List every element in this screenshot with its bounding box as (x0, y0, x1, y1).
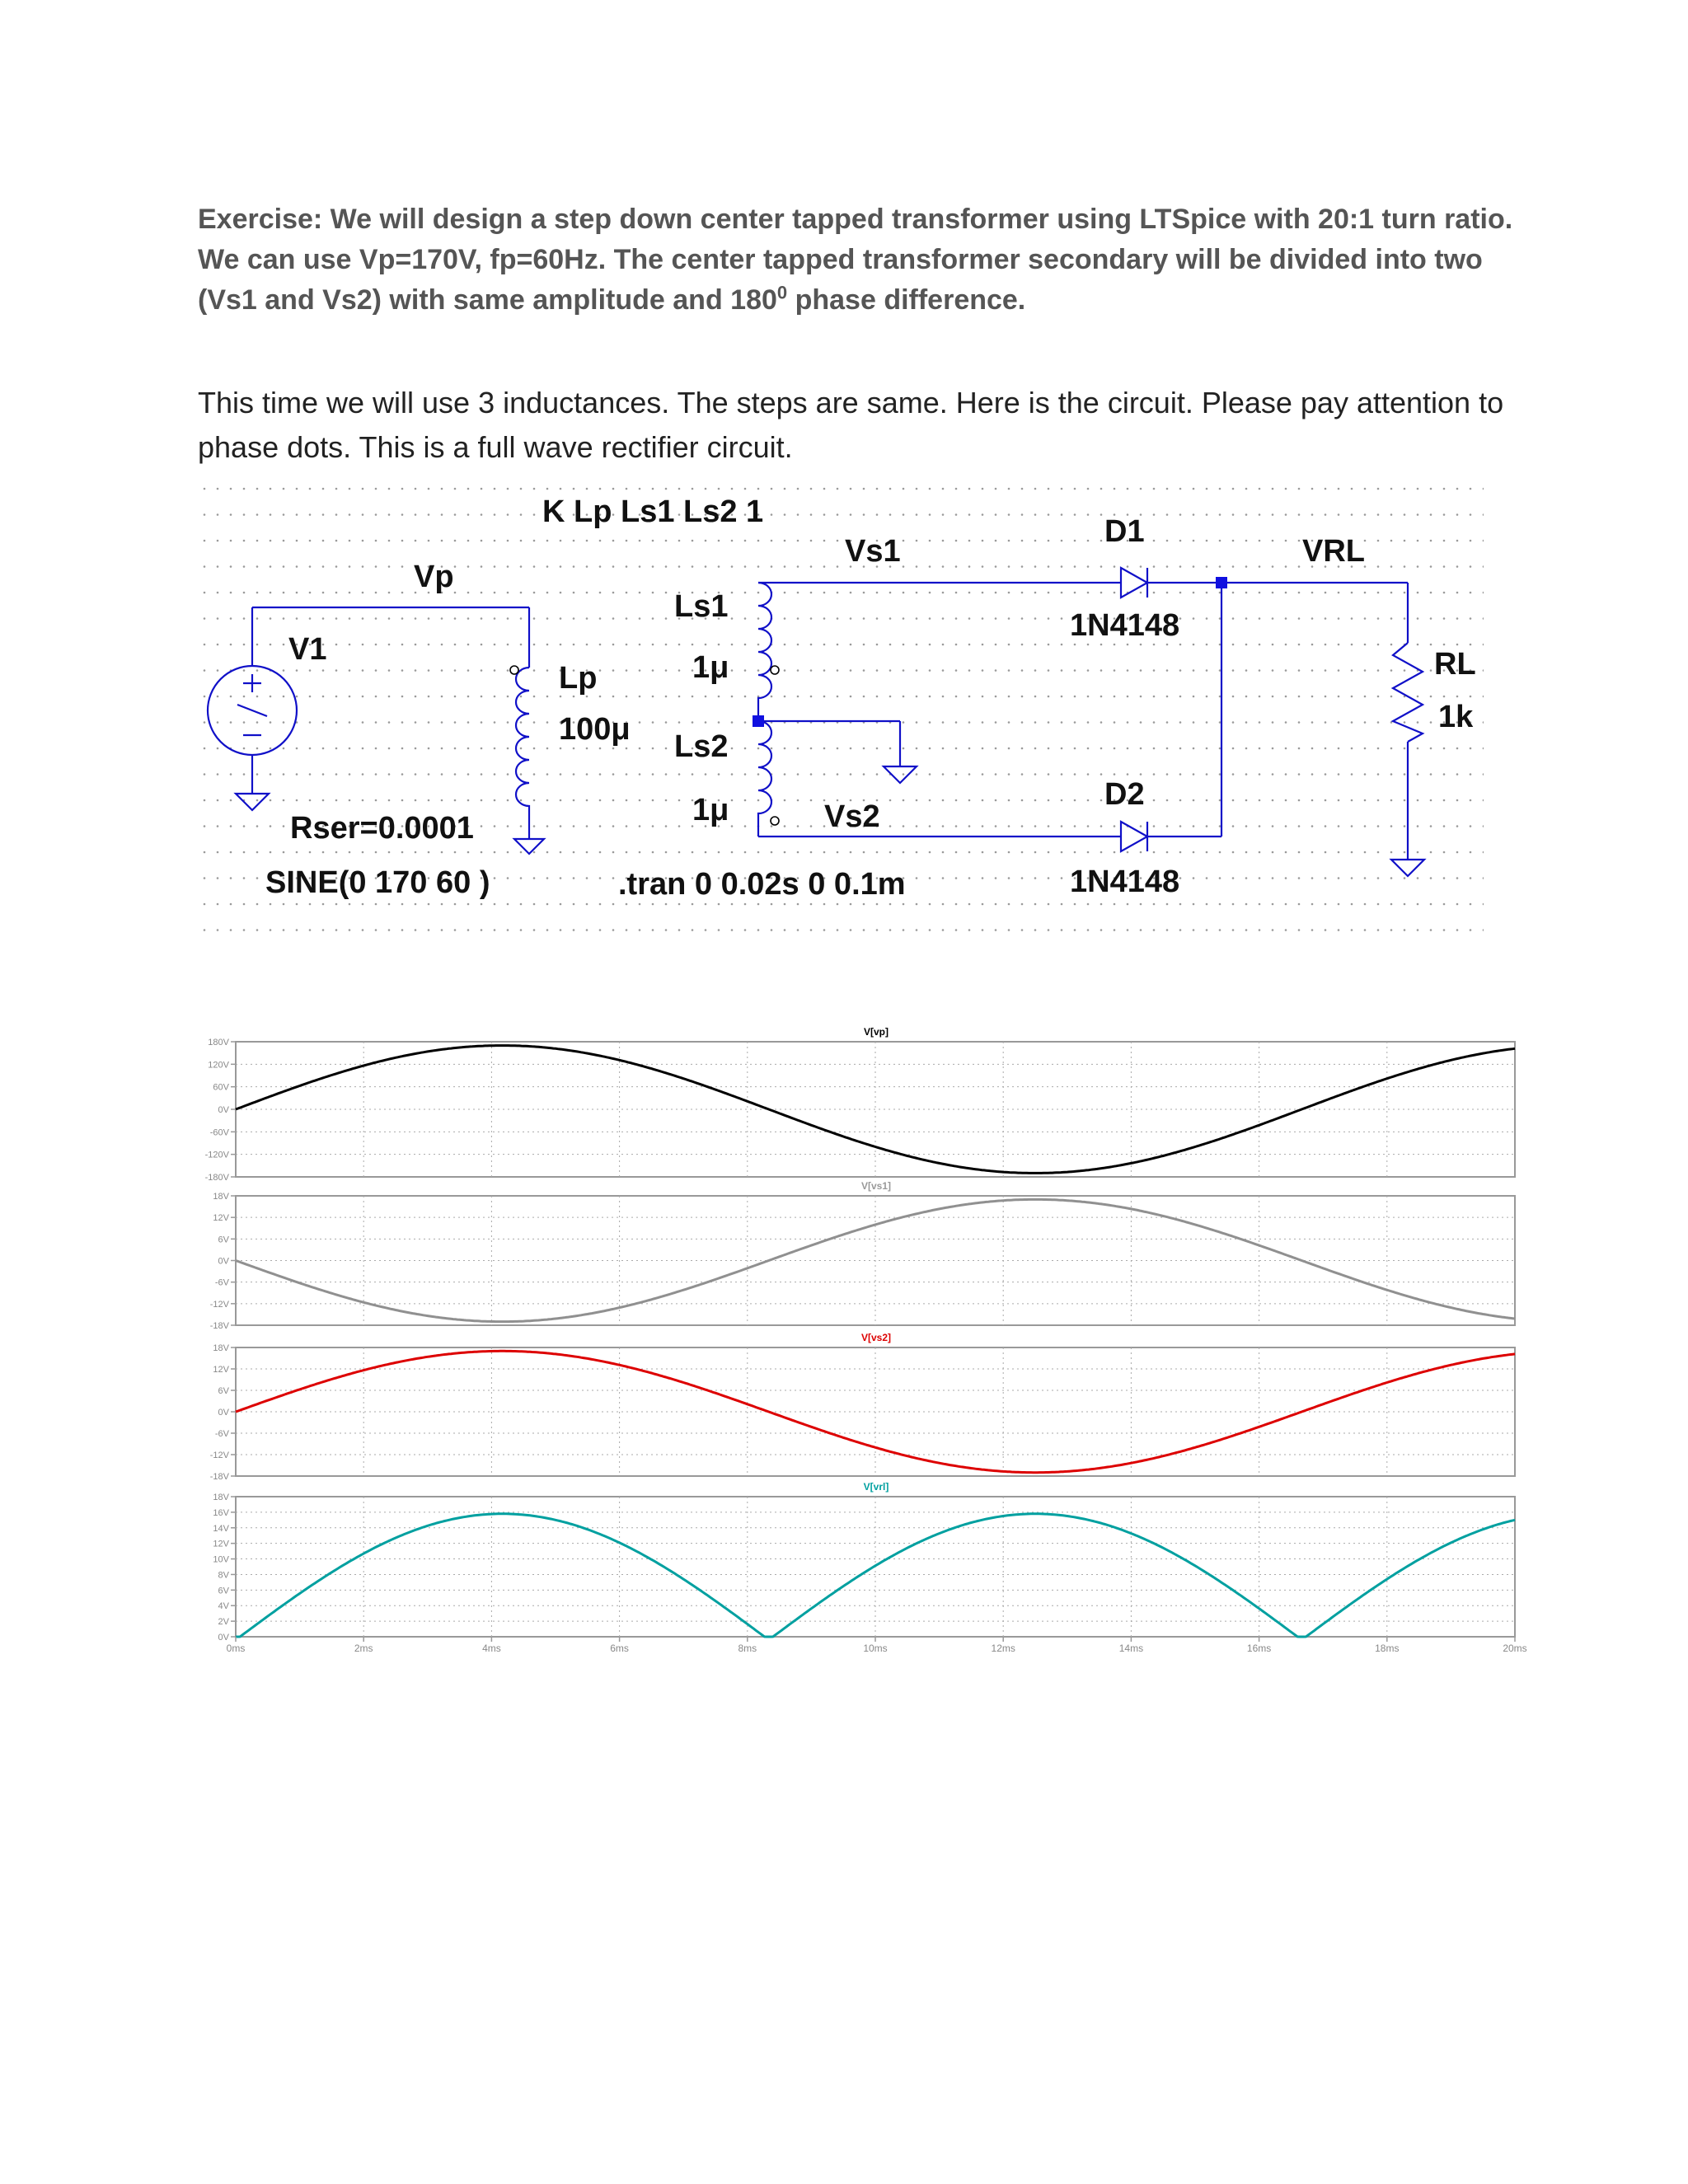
y-tick-label: 18V (213, 1343, 229, 1353)
x-tick-label: 14ms (1118, 1643, 1144, 1654)
diode2-model: 1N4148 (1070, 865, 1180, 899)
y-tick-label: 0V (218, 1633, 229, 1643)
x-tick-label: 18ms (1375, 1643, 1400, 1654)
diode2-name: D2 (1104, 777, 1145, 812)
y-tick-label: 60V (213, 1082, 229, 1093)
y-tick-label: 120V (208, 1060, 229, 1071)
net-label-vrl: VRL (1302, 534, 1365, 569)
secondary1-value: 1μ (692, 650, 729, 685)
y-tick-label: -60V (209, 1127, 229, 1138)
series-label: V[vs2] (860, 1332, 892, 1343)
series-label: V[vs1] (860, 1180, 892, 1192)
diode1-model: 1N4148 (1070, 608, 1180, 643)
y-tick-label: 12V (213, 1365, 229, 1375)
x-tick-label: 10ms (863, 1643, 888, 1654)
schematic-grid (198, 482, 1484, 931)
net-label-vs2: Vs2 (824, 799, 880, 834)
y-tick-label: 18V (213, 1192, 229, 1202)
circuit-schematic (198, 482, 1484, 944)
source-name: V1 (288, 632, 327, 667)
y-tick-label: -180V (204, 1173, 229, 1183)
y-tick-label: 0V (218, 1256, 229, 1267)
x-tick-label: 6ms (610, 1643, 629, 1654)
phase-dot-primary (510, 666, 518, 674)
y-tick-label: 0V (218, 1408, 229, 1418)
y-tick-label: 16V (213, 1507, 229, 1518)
waveform-plots (196, 1020, 1531, 1657)
y-tick-label: -120V (204, 1150, 229, 1160)
series-line (236, 1046, 1515, 1174)
y-tick-label: -12V (209, 1451, 229, 1460)
primary-name: Lp (559, 661, 598, 696)
x-tick-label: 8ms (738, 1643, 757, 1654)
load-name: RL (1434, 647, 1476, 682)
y-tick-label: 8V (218, 1570, 229, 1581)
x-tick-label: 20ms (1503, 1643, 1527, 1654)
degree-sup: 0 (776, 282, 788, 303)
x-tick-label: 0ms (226, 1643, 246, 1654)
y-tick-label: -6V (214, 1277, 229, 1288)
secondary1-name: Ls1 (674, 589, 729, 624)
source-rser: Rser=0.0001 (290, 811, 474, 846)
y-tick-label: 180V (208, 1038, 229, 1047)
junction-output (1216, 577, 1227, 588)
phase-dot-ls1 (771, 666, 779, 674)
y-tick-label: 4V (218, 1601, 229, 1612)
phase-dot-ls2 (771, 817, 779, 825)
y-tick-label: 18V (213, 1493, 229, 1502)
exercise-tail: phase difference. (787, 284, 1026, 316)
exercise-main: Exercise: We will design a step down center tapped transformer using LTSpice with 20:1 turn ratio. We can use Vp=170V, fp=60Hz. The center tapped transformer secondary will be divided into two (Vs1 and Vs2) with same amplitude and 180 (198, 204, 1513, 316)
y-tick-label: 12V (213, 1539, 229, 1549)
y-tick-label: -12V (209, 1299, 229, 1310)
secondary2-value: 1μ (692, 793, 729, 827)
load-value: 1k (1438, 700, 1474, 734)
net-label-vs1: Vs1 (845, 534, 901, 569)
x-tick-label: 4ms (482, 1643, 501, 1654)
y-tick-label: 10V (213, 1554, 229, 1565)
y-tick-label: 6V (218, 1235, 229, 1245)
y-tick-label: -6V (214, 1429, 229, 1439)
series-label: V[vp] (864, 1026, 889, 1038)
secondary2-name: Ls2 (674, 729, 729, 764)
coupling-directive: K Lp Ls1 Ls2 1 (542, 494, 764, 529)
diode1-name: D1 (1104, 514, 1145, 549)
intro-text: This time we will use 3 inductances. The steps are same. Here is the circuit. Please pay attention to phase dots. This is a full wave rectifier circuit. (198, 386, 1504, 464)
y-tick-label: 6V (218, 1386, 229, 1396)
x-tick-label: 16ms (1246, 1643, 1272, 1654)
y-tick-label: 0V (218, 1105, 229, 1115)
y-tick-label: 6V (218, 1586, 229, 1596)
y-tick-label: -18V (209, 1472, 229, 1482)
x-tick-label: 12ms (991, 1643, 1015, 1654)
y-tick-label: 12V (213, 1213, 229, 1224)
source-value: SINE(0 170 60 ) (265, 865, 490, 900)
net-label-vp: Vp (414, 560, 454, 594)
y-tick-label: 2V (218, 1617, 229, 1628)
x-tick-label: 2ms (354, 1643, 373, 1654)
series-label: V[vrl] (863, 1481, 889, 1493)
primary-value: 100μ (559, 712, 631, 747)
y-tick-label: -18V (209, 1321, 229, 1331)
junction-center (753, 715, 764, 727)
exercise-text (198, 199, 1533, 321)
tran-directive: .tran 0 0.02s 0 0.1m (618, 867, 906, 902)
y-tick-label: 14V (213, 1523, 229, 1534)
